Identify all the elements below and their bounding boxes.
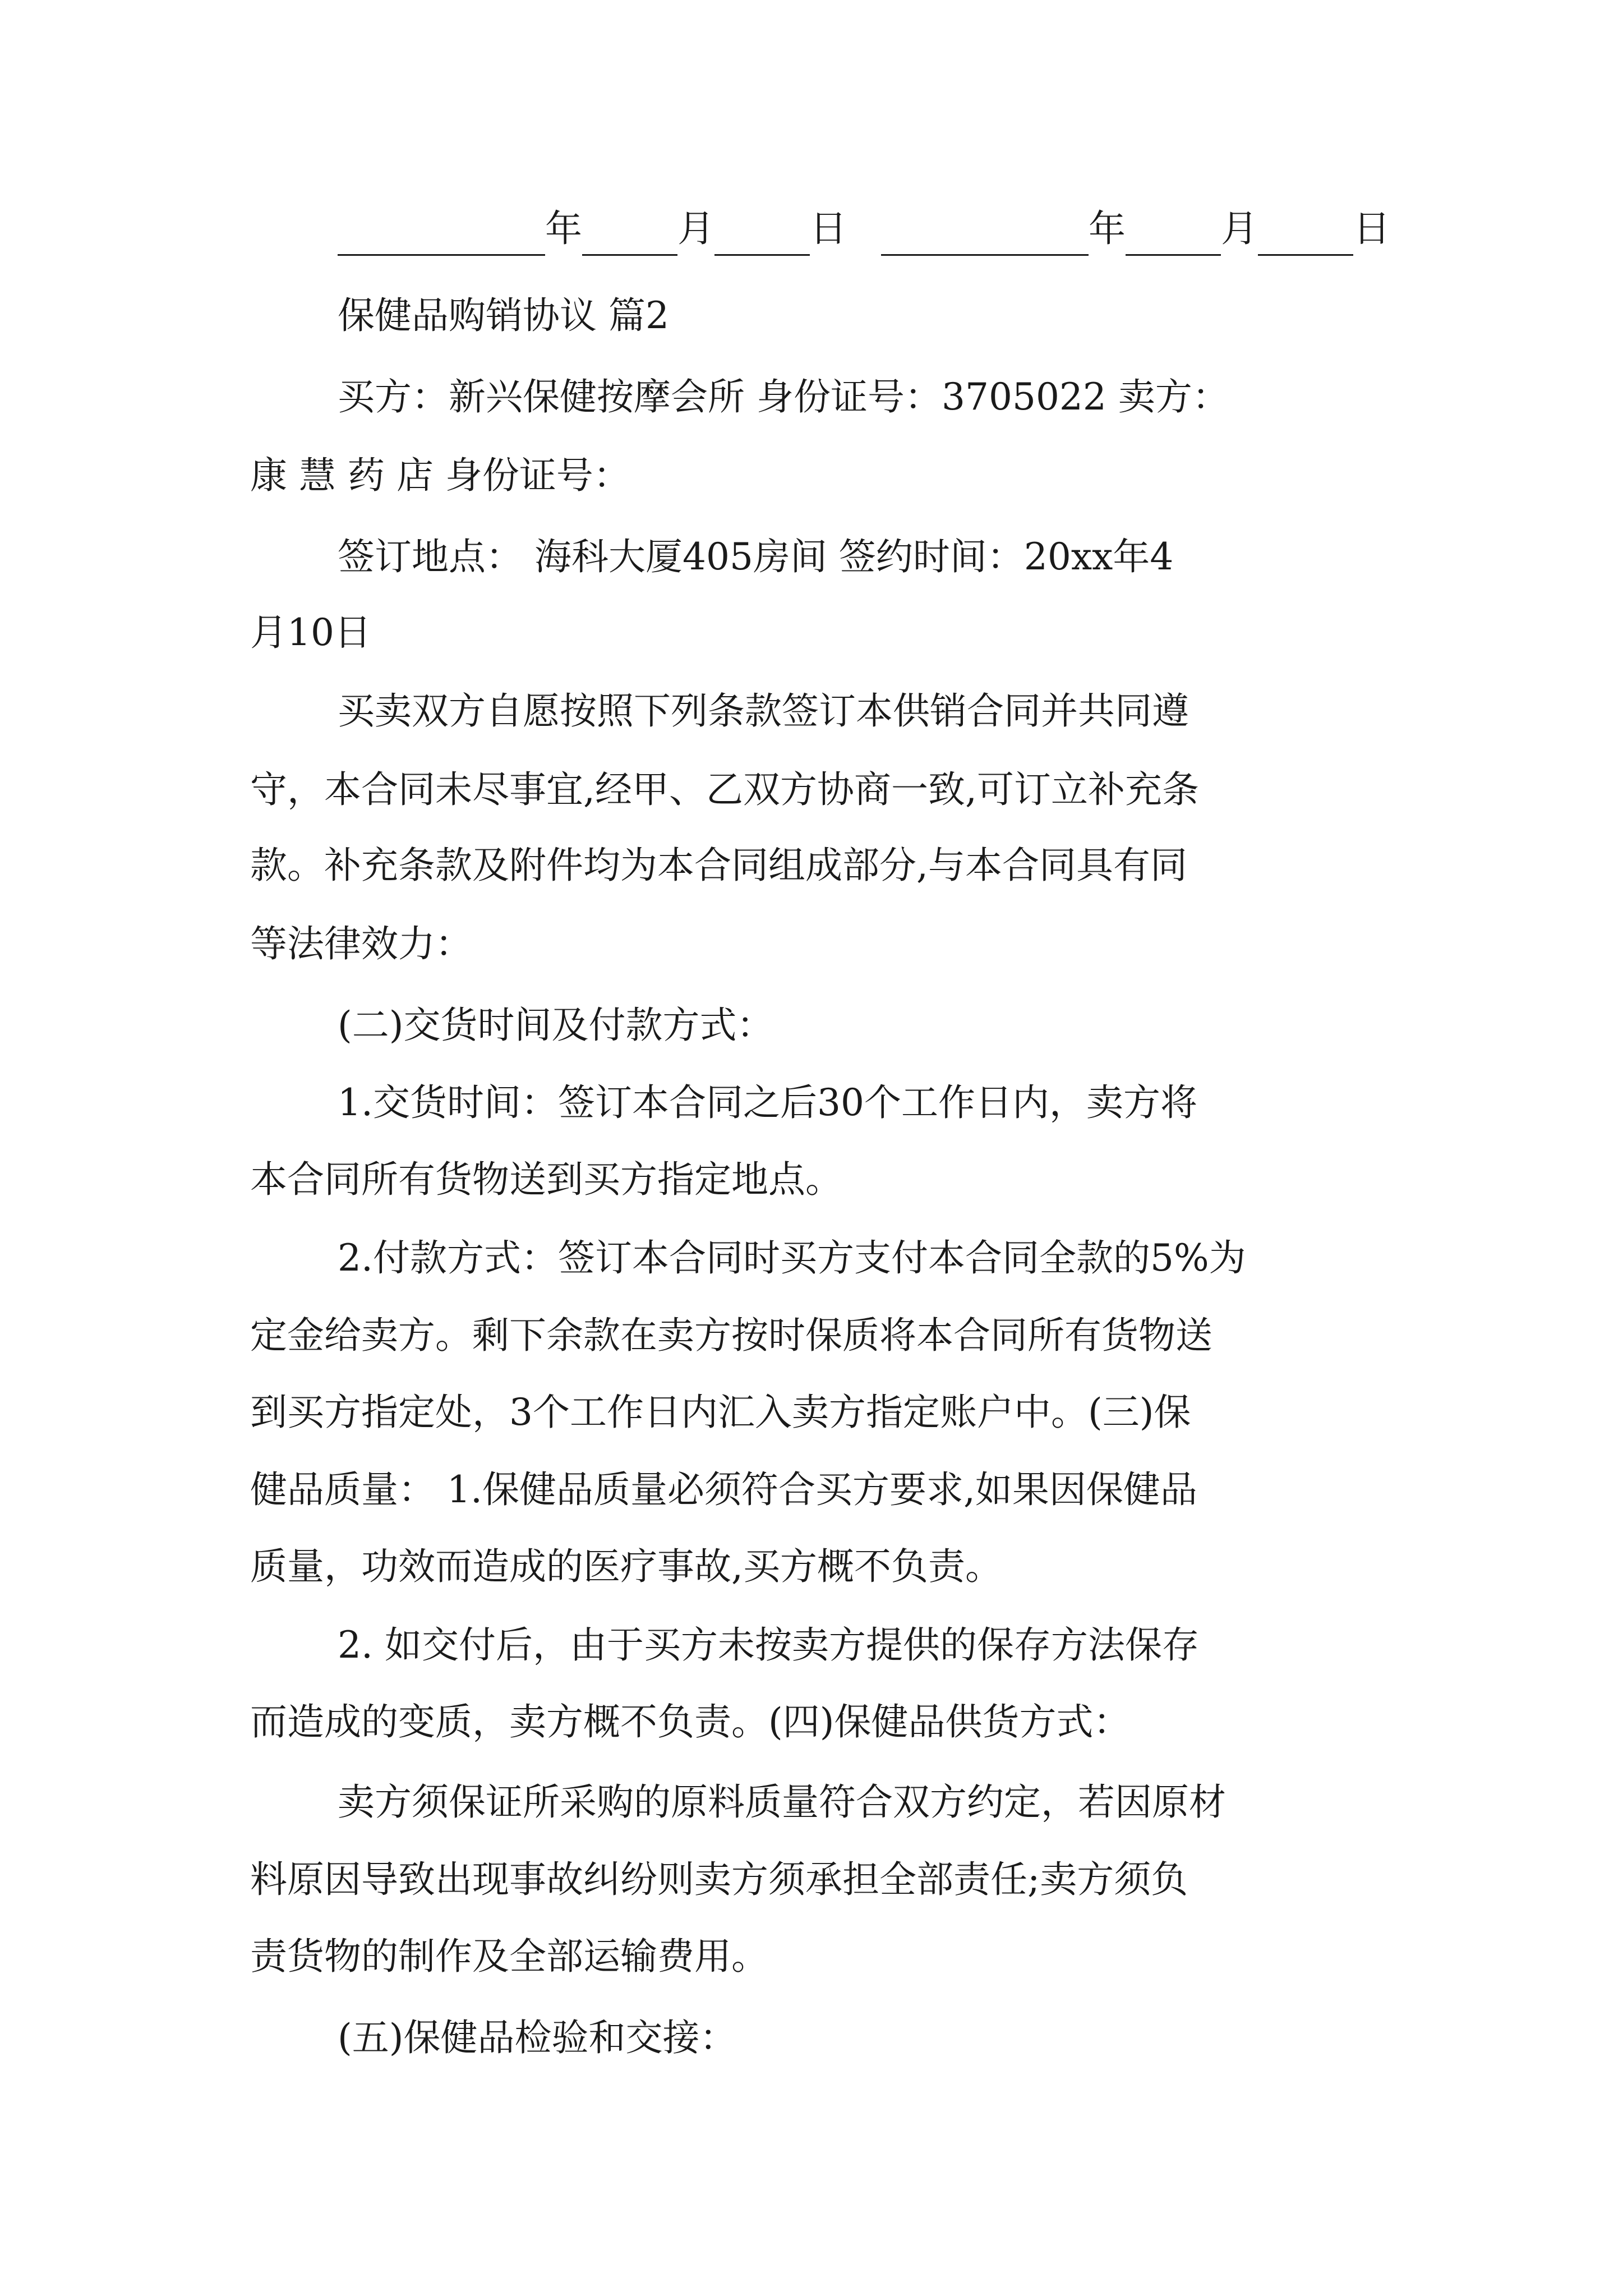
text-line: 本合同所有货物送到买方指定地点。 bbox=[250, 1158, 842, 1201]
text-line: 卖方须保证所采购的原料质量符合双方约定，若因原材 bbox=[338, 1780, 1226, 1824]
text-line: 2. 如交付后，由于买方未按卖方提供的保存方法保存 bbox=[338, 1623, 1199, 1667]
text-line: 质量，功效而造成的医疗事故,买方概不负责。 bbox=[250, 1545, 1002, 1588]
text-line: 买卖双方自愿按照下列条款签订本供销合同并共同遵 bbox=[338, 689, 1189, 733]
year-label-2: 年 bbox=[1088, 207, 1126, 250]
text-line: 健品质量： 1.保健品质量必须符合买方要求,如果因保健品 bbox=[250, 1468, 1197, 1511]
day-label-1: 日 bbox=[810, 207, 847, 250]
month-blank-1 bbox=[582, 219, 677, 256]
section-heading: (五)保健品检验和交接： bbox=[338, 2016, 737, 2059]
month-label-1: 月 bbox=[677, 207, 714, 250]
year-label-1: 年 bbox=[545, 207, 582, 250]
signature-date-line bbox=[338, 202, 1390, 256]
text-line: 2.付款方式：签订本合同时买方支付本合同全款的5%为 bbox=[338, 1236, 1246, 1280]
text-line: 款。补充条款及附件均为本合同组成部分,与本合同具有同 bbox=[250, 844, 1187, 887]
text-line: 签订地点： 海科大厦405房间 签约时间：20xx年4 bbox=[338, 535, 1174, 578]
day-blank-2 bbox=[1258, 219, 1353, 256]
text-line: 守，本合同未尽事宜,经甲、乙双方协商一致,可订立补充条 bbox=[250, 768, 1199, 811]
text-line: 1.交货时间：签订本合同之后30个工作日内，卖方将 bbox=[338, 1081, 1197, 1124]
day-blank-1 bbox=[714, 219, 810, 256]
text-line: 月10日 bbox=[250, 611, 371, 654]
month-label-2: 月 bbox=[1220, 207, 1258, 250]
section-title: 保健品购销协议 篇2 bbox=[338, 294, 669, 337]
text-line: 料原因导致出现事故纠纷则卖方须承担全部责任;卖方须负 bbox=[250, 1858, 1188, 1901]
text-line: 到买方指定处，3个工作日内汇入卖方指定账户中。(三)保 bbox=[250, 1391, 1191, 1434]
month-blank-2 bbox=[1126, 219, 1221, 256]
text-line: 而造成的变质，卖方概不负责。(四)保健品供货方式： bbox=[250, 1700, 1131, 1743]
text-line: 责货物的制作及全部运输费用。 bbox=[250, 1935, 768, 1978]
day-label-2: 日 bbox=[1353, 207, 1390, 250]
section-heading: (二)交货时间及付款方式： bbox=[338, 1004, 774, 1047]
text-line: 康 慧 药 店 身份证号： bbox=[250, 454, 630, 497]
year-blank-1 bbox=[338, 219, 545, 256]
text-line: 等法律效力： bbox=[250, 922, 472, 965]
text-line: 定金给卖方。剩下余款在卖方按时保质将本合同所有货物送 bbox=[250, 1314, 1212, 1357]
text-line: 买方：新兴保健按摩会所 身份证号：3705022 卖方： bbox=[338, 375, 1229, 418]
year-blank-2 bbox=[881, 219, 1089, 256]
